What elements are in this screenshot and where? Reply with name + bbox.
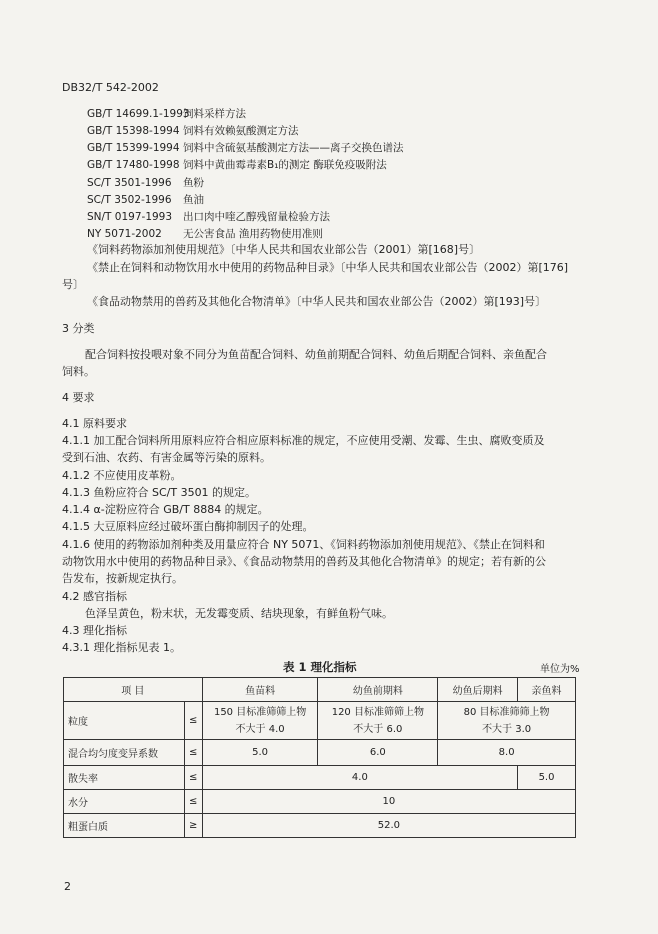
section-4-3-heading: 4.3 理化指标 [62, 624, 127, 637]
table-row [64, 740, 576, 766]
reference-item: GB/T 17480-1998 饲料中黄曲霉毒素B₁的测定 酶联免疫吸附法 [87, 159, 387, 171]
cell: 120 目标准筛筛上物 不大于 6.0 [318, 702, 438, 740]
row-label: 水分 [64, 790, 185, 814]
section-4-heading: 4 要求 [62, 391, 95, 404]
row-label: 粗蛋白质 [64, 814, 185, 838]
reference-item: SN/T 0197-1993 出口肉中喹乙醇残留量检验方法 [87, 211, 330, 223]
cell: 4.0 [202, 766, 517, 790]
row-label: 粒度 [64, 702, 185, 740]
reference-long: 《食品动物禁用的兽药及其他化合物清单》〔中华人民共和国农业部公告（2002）第[193]号〕 [87, 295, 547, 308]
reference-item: SC/T 3502-1996 鱼油 [87, 194, 204, 206]
section-3-text: 配合饲料按投喂对象不同分为鱼苗配合饲料、幼鱼前期配合饲料、幼鱼后期配合饲料、亲鱼配合 [85, 348, 547, 361]
section-4-1-heading: 4.1 原料要求 [62, 417, 127, 430]
cell: 8.0 [438, 740, 576, 766]
row-label: 散失率 [64, 766, 185, 790]
reference-item: GB/T 15399-1994 饲料中含硫氨基酸测定方法——离子交换色谱法 [87, 142, 404, 154]
section-4-2-heading: 4.2 感官指标 [62, 590, 127, 603]
clause-4-3-1: 4.3.1 理化指标见表 1。 [62, 641, 181, 654]
header-broodstock: 亲鱼料 [518, 678, 576, 702]
reference-item: GB/T 14699.1-1993饲料采样方法 [87, 108, 246, 120]
row-operator: ≤ [184, 740, 202, 766]
reference-item: GB/T 15398-1994 饲料有效赖氨酸测定方法 [87, 125, 299, 137]
reference-long: 《禁止在饲料和动物饮用水中使用的药物品种目录》〔中华人民共和国农业部公告（2002）第[176] [87, 261, 569, 274]
section-3-text: 饲料。 [62, 365, 95, 378]
section-4-2-text: 色泽呈黄色，粉末状，无发霉变质、结块现象，有鲜鱼粉气味。 [85, 607, 393, 620]
cell: 150 目标准筛筛上物 不大于 4.0 [202, 702, 318, 740]
row-label: 混合均匀度变异系数 [64, 740, 185, 766]
reference-item: SC/T 3501-1996 鱼粉 [87, 177, 204, 189]
clause-4-1-5: 4.1.5 大豆原料应经过破坏蛋白酶抑制因子的处理。 [62, 520, 314, 533]
reference-long-cont: 号〕 [62, 278, 84, 291]
header-fry: 鱼苗料 [202, 678, 318, 702]
header-late-juvenile: 幼鱼后期料 [438, 678, 518, 702]
clause-4-1-4: 4.1.4 α-淀粉应符合 GB/T 8884 的规定。 [62, 503, 269, 516]
table-header-row [64, 678, 576, 702]
reference-long: 《饲料药物添加剂使用规范》〔中华人民共和国农业部公告（2001）第[168]号〕 [87, 243, 481, 256]
table-row [64, 814, 576, 838]
cell: 80 目标准筛筛上物 不大于 3.0 [438, 702, 576, 740]
clause-4-1-6: 4.1.6 使用的药物添加剂种类及用量应符合 NY 5071、《饲料药物添加剂使用规范》、《禁止在饲料和 [62, 538, 545, 551]
row-operator: ≤ [184, 766, 202, 790]
standard-code: DB32/T 542-2002 [62, 81, 159, 94]
row-operator: ≤ [184, 790, 202, 814]
clause-4-1-6-cont: 动物饮用水中使用的药物品种目录》、《食品动物禁用的兽药及其他化合物清单》的规定；若有新的公 [62, 555, 546, 568]
spec-table [63, 677, 576, 838]
cell: 5.0 [518, 766, 576, 790]
cell: 5.0 [202, 740, 318, 766]
header-early-juvenile: 幼鱼前期料 [318, 678, 438, 702]
header-item: 项 目 [64, 678, 203, 702]
clause-4-1-2: 4.1.2 不应使用皮革粉。 [62, 469, 182, 482]
page-number: 2 [64, 880, 71, 893]
table-row [64, 790, 576, 814]
clause-4-1-1-cont: 受到石油、农药、有害金属等污染的原料。 [62, 451, 271, 464]
cell: 52.0 [202, 814, 575, 838]
row-operator: ≤ [184, 702, 202, 740]
table-unit: 单位为% [540, 664, 580, 675]
clause-4-1-6-cont: 告发布，按新规定执行。 [62, 572, 183, 585]
table-caption: 表 1 理化指标 [283, 660, 357, 674]
clause-4-1-3: 4.1.3 鱼粉应符合 SC/T 3501 的规定。 [62, 486, 257, 499]
table-row [64, 766, 576, 790]
cell: 6.0 [318, 740, 438, 766]
clause-4-1-1: 4.1.1 加工配合饲料所用原料应符合相应原料标准的规定，不应使用受潮、发霉、生虫、腐败变质及 [62, 434, 545, 447]
row-operator: ≥ [184, 814, 202, 838]
table-row [64, 702, 576, 740]
reference-item: NY 5071-2002 无公害食品 渔用药物使用准则 [87, 228, 323, 240]
section-3-heading: 3 分类 [62, 322, 95, 335]
cell: 10 [202, 790, 575, 814]
